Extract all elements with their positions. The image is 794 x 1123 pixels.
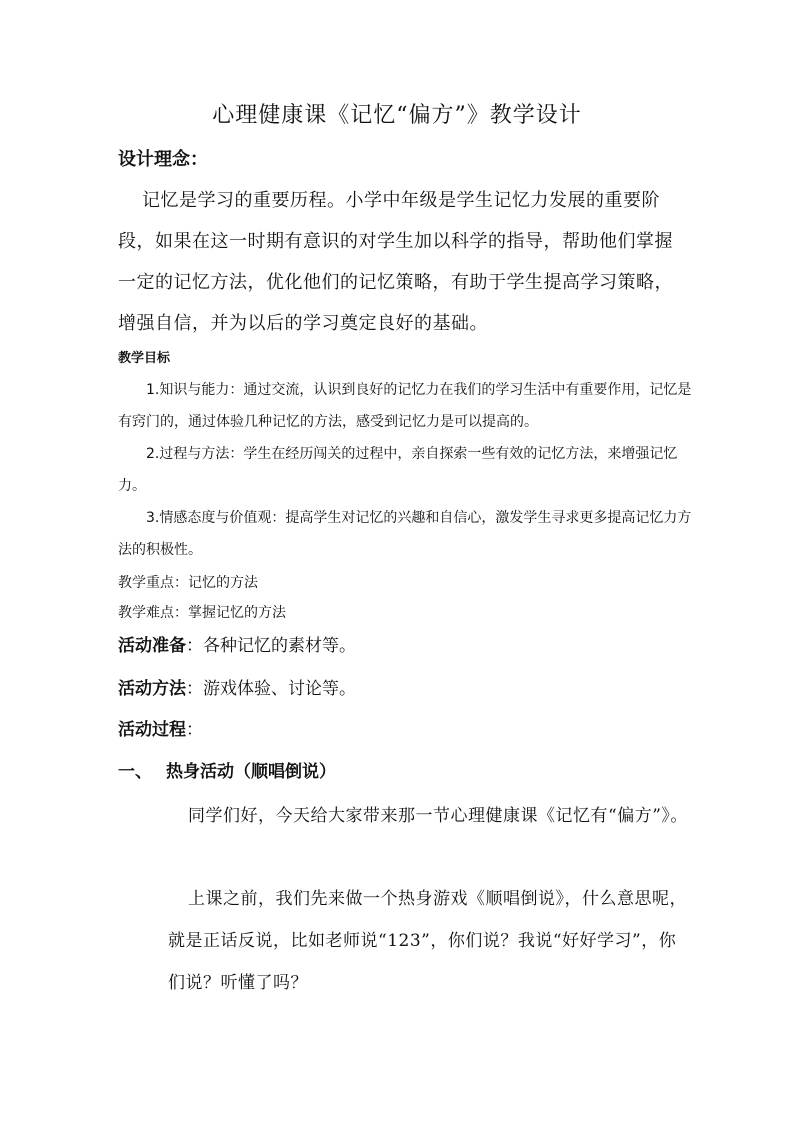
teaching-goals-heading: 教学目标 bbox=[118, 351, 171, 366]
design-concept-heading: 设计理念： bbox=[118, 149, 208, 170]
section-one-number: 一、 bbox=[118, 762, 152, 782]
activity-preparation-label: 活动准备 bbox=[118, 636, 186, 656]
activity-method-line bbox=[118, 675, 356, 703]
activity-method-text: ：游戏体验、讨论等。 bbox=[186, 679, 356, 699]
activity-preparation-text: ：各种记忆的素材等。 bbox=[186, 636, 356, 656]
difficult-point-line: 教学难点：掌握记忆的方法 bbox=[118, 605, 286, 621]
activity-method-label: 活动方法 bbox=[118, 679, 186, 699]
key-point-line: 教学重点：记忆的方法 bbox=[118, 575, 258, 591]
activity-process-colon: ： bbox=[186, 720, 203, 740]
goal-item-attitude: 3.情感态度与价值观：提高学生对记忆的兴趣和自信心，激发学生寻求更多提高记忆力方法的积极性。 bbox=[118, 510, 692, 558]
body-paragraph: 上课之前，我们先来做一个热身游戏《顺唱倒说》，什么意思呢，就是正话反说，比如老师说“123”，你们说？我说“好好学习”，你们说？听懂了吗？ bbox=[168, 889, 687, 993]
design-concept-paragraph: 记忆是学习的重要历程。小学中年级是学生记忆力发展的重要阶段，如果在这一时期有意识的对学生加以科学的指导，帮助他们掌握一定的记忆方法，优化他们的记忆策略，有助于学生提高学习策略，增强自信，并为以后的学习奠定良好的基础。 bbox=[118, 190, 673, 334]
goal-item-process: 2.过程与方法：学生在经历闯关的过程中，亲自探索一些有效的记忆方法，来增强记忆力。 bbox=[118, 446, 678, 494]
section-one-title: 热身活动（顺唱倒说） bbox=[166, 762, 336, 782]
section-one-heading bbox=[118, 758, 336, 786]
activity-preparation-line bbox=[118, 632, 356, 660]
activity-process-line bbox=[118, 716, 203, 744]
activity-process-label: 活动过程 bbox=[118, 720, 186, 740]
body-paragraph: 同学们好，今天给大家带来那一节心理健康课《记忆有“偏方”》。 bbox=[188, 806, 688, 826]
goal-item-knowledge: 1.知识与能力：通过交流，认识到良好的记忆力在我们的学习生活中有重要作用，记忆是有窍门的，通过体验几种记忆的方法，感受到记忆力是可以提高的。 bbox=[118, 382, 692, 430]
document-title: 心理健康课《记忆“偏方”》教学设计 bbox=[212, 103, 582, 128]
